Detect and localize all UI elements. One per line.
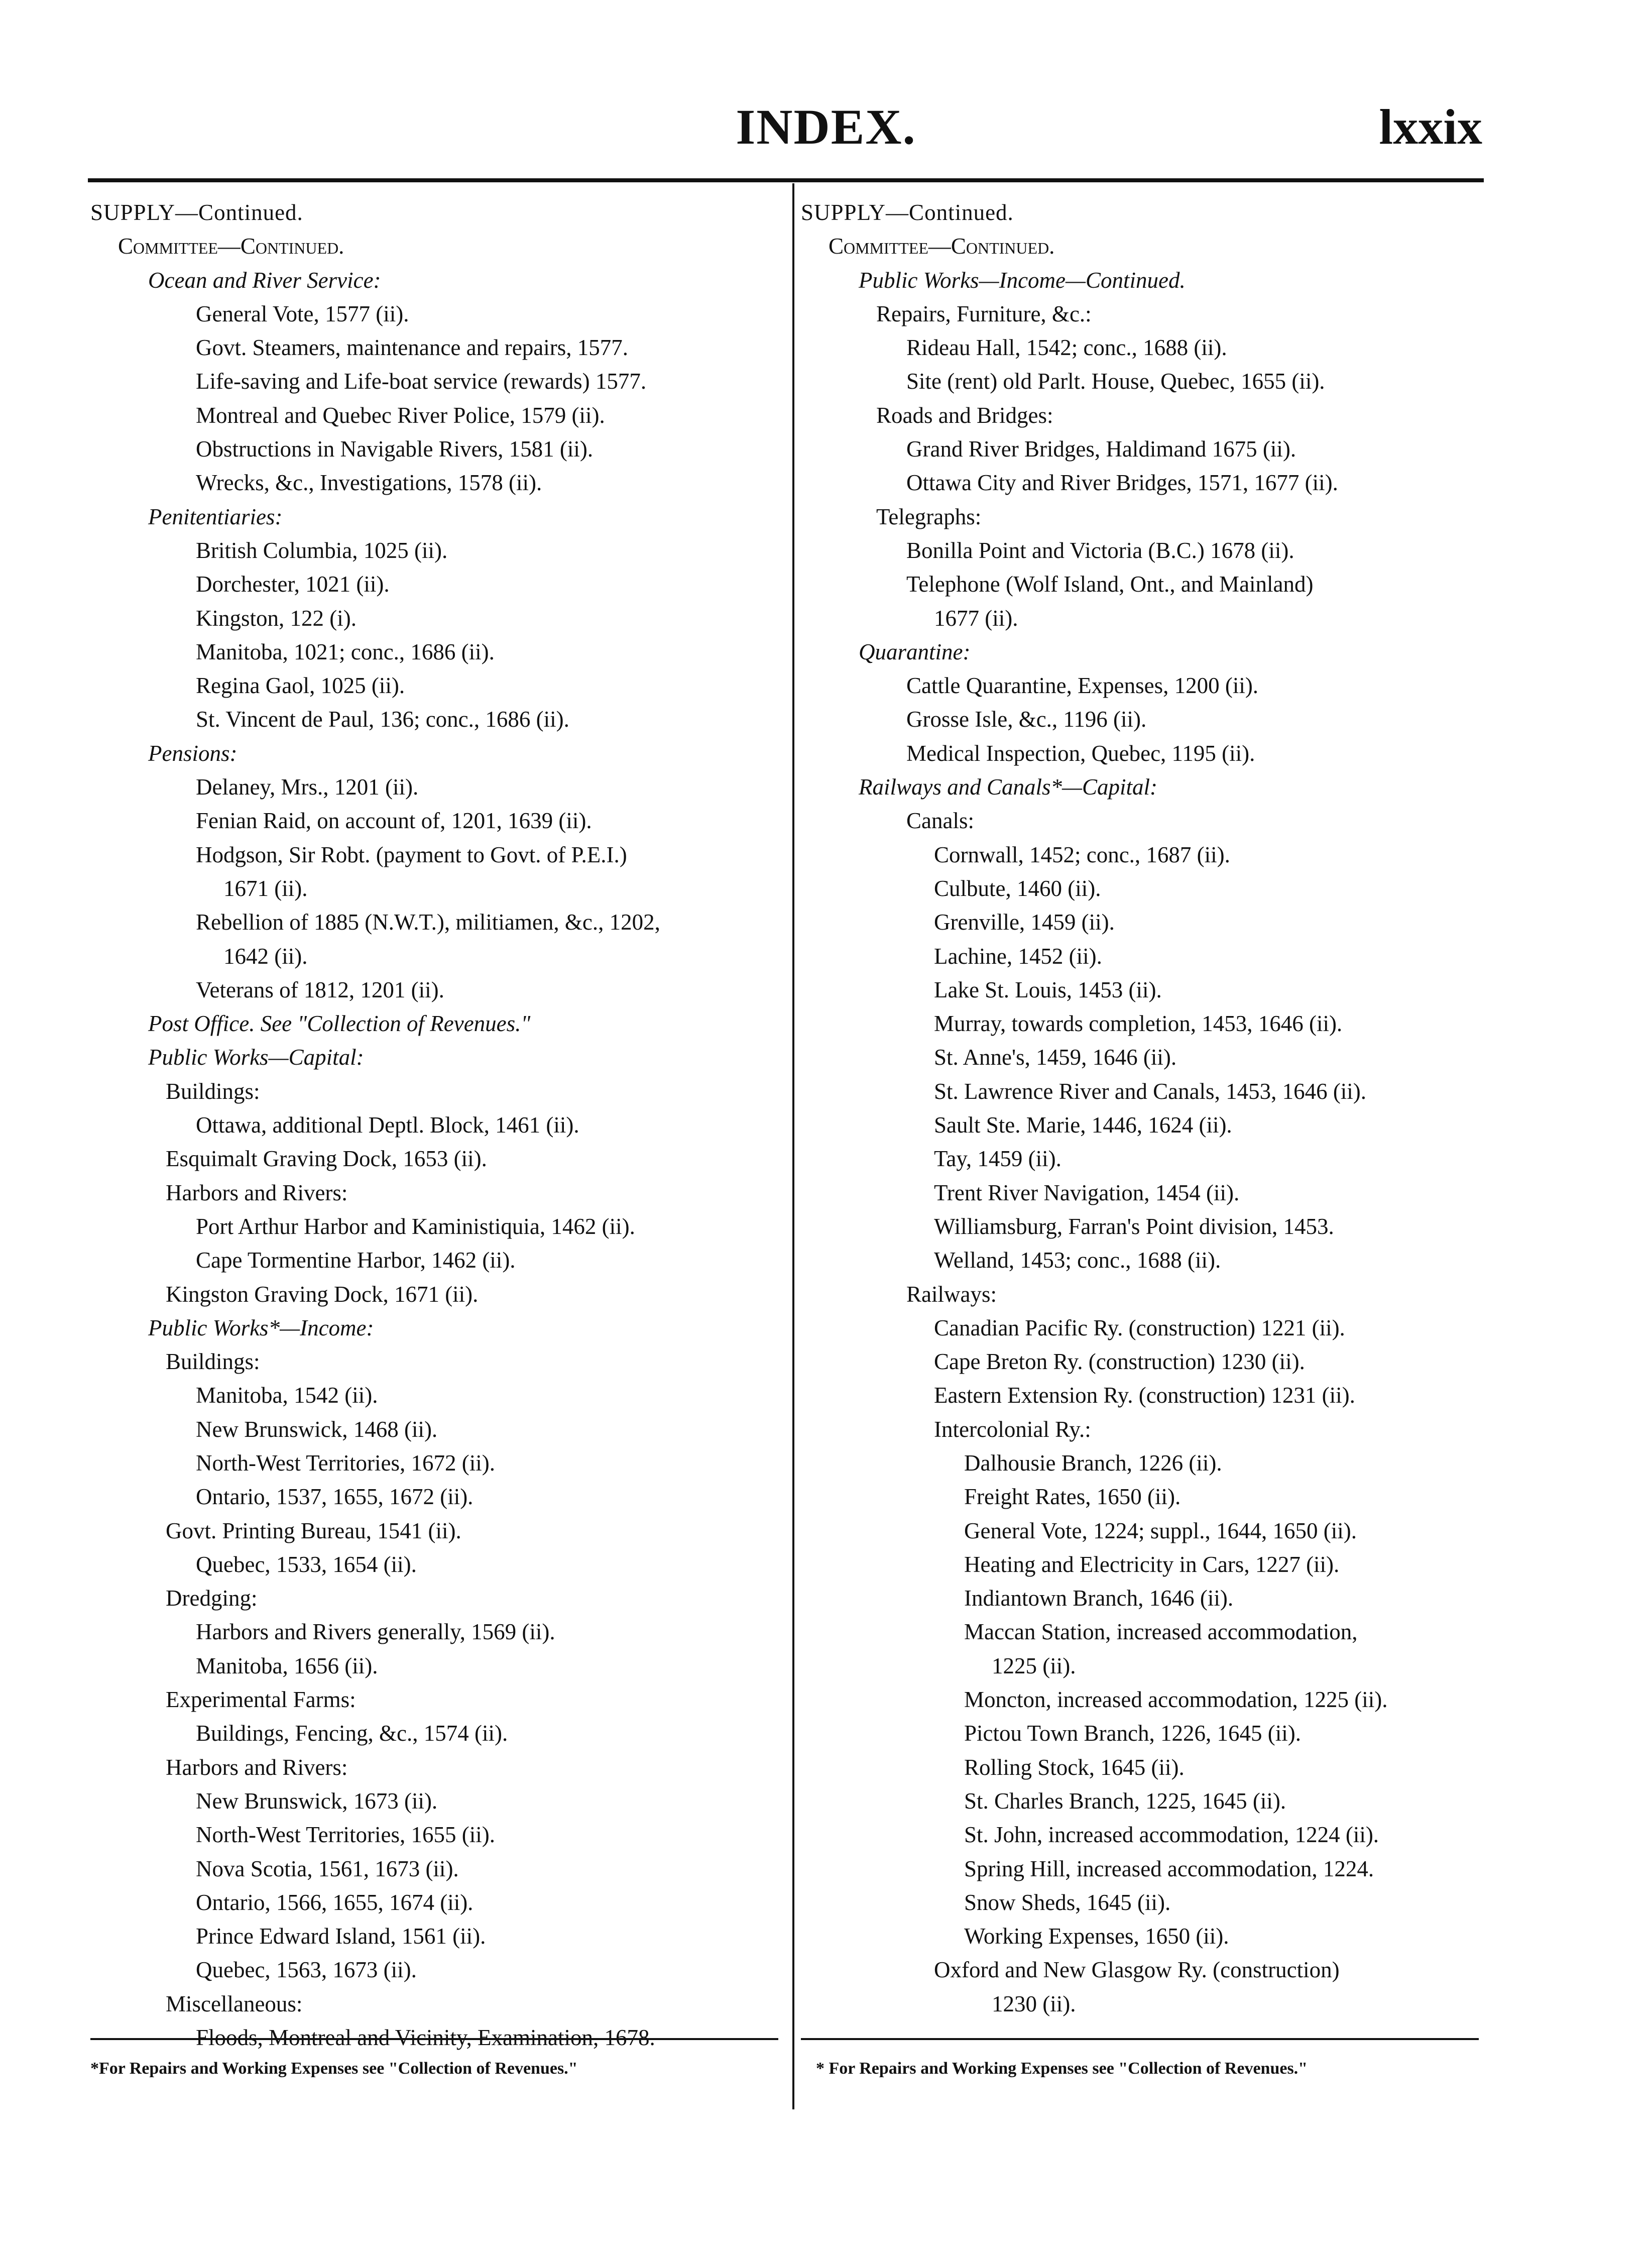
index-entry: Dredging: [166, 1586, 258, 1611]
index-entry: Obstructions in Navigable Rivers, 1581 (ii). [196, 436, 594, 462]
index-entry: Buildings, Fencing, &c., 1574 (ii). [196, 1721, 508, 1746]
index-entry: Rolling Stock, 1645 (ii). [964, 1754, 1185, 1780]
index-entry: Murray, towards completion, 1453, 1646 (ii). [934, 1011, 1343, 1037]
index-entry: 1671 (ii). [223, 875, 308, 901]
index-entry: Medical Inspection, Quebec, 1195 (ii). [906, 740, 1255, 766]
index-entry: Tay, 1459 (ii). [934, 1146, 1061, 1172]
index-entry: St. Vincent de Paul, 136; conc., 1686 (ii). [196, 707, 569, 732]
index-entry: Ottawa City and River Bridges, 1571, 1677 (ii). [906, 470, 1338, 496]
index-entry: Telegraphs: [876, 504, 982, 529]
index-entry: Ocean and River Service: [148, 267, 381, 293]
index-entry: Experimental Farms: [166, 1687, 356, 1713]
page-title: INDEX. [736, 99, 916, 155]
index-entry: Prince Edward Island, 1561 (ii). [196, 1924, 486, 1949]
index-entry: Montreal and Quebec River Police, 1579 (ii). [196, 402, 605, 428]
index-entry: Port Arthur Harbor and Kaministiquia, 1462 (ii). [196, 1213, 635, 1239]
index-entry: Snow Sheds, 1645 (ii). [964, 1889, 1171, 1915]
index-entry: Public Works—Capital: [148, 1045, 364, 1070]
index-entry: Working Expenses, 1650 (ii). [964, 1924, 1229, 1949]
header-rule [88, 178, 1484, 182]
index-entry: Railways: [906, 1281, 997, 1307]
index-entry: Railways and Canals*—Capital: [859, 774, 1158, 800]
index-entry: Nova Scotia, 1561, 1673 (ii). [196, 1856, 459, 1881]
index-entry: Miscellaneous: [166, 1991, 303, 2016]
index-entry: Cape Tormentine Harbor, 1462 (ii). [196, 1248, 516, 1273]
index-entry: Williamsburg, Farran's Point division, 1453. [934, 1213, 1334, 1239]
index-entry: Pictou Town Branch, 1226, 1645 (ii). [964, 1721, 1301, 1746]
index-entry: Grand River Bridges, Haldimand 1675 (ii). [906, 436, 1296, 462]
index-entry: Trent River Navigation, 1454 (ii). [934, 1180, 1240, 1205]
index-entry: Regina Gaol, 1025 (ii). [196, 673, 405, 699]
index-entry: Kingston, 122 (i). [196, 605, 357, 631]
index-entry: SUPPLY—Continued. [801, 200, 1014, 225]
index-entry: Oxford and New Glasgow Ry. (construction) [934, 1957, 1340, 1983]
index-entry: Grosse Isle, &c., 1196 (ii). [906, 707, 1147, 732]
index-entry: Manitoba, 1542 (ii). [196, 1383, 378, 1408]
index-entry: Cape Breton Ry. (construction) 1230 (ii). [934, 1349, 1305, 1375]
index-entry: St. Anne's, 1459, 1646 (ii). [934, 1045, 1177, 1070]
index-entry: Manitoba, 1656 (ii). [196, 1653, 378, 1678]
index-entry: Harbors and Rivers generally, 1569 (ii). [196, 1619, 555, 1645]
index-entry: Rideau Hall, 1542; conc., 1688 (ii). [906, 335, 1227, 361]
index-entry: General Vote, 1577 (ii). [196, 301, 409, 326]
footnote-rule-left [90, 2038, 778, 2040]
index-entry: Culbute, 1460 (ii). [934, 875, 1101, 901]
index-entry: North-West Territories, 1672 (ii). [196, 1450, 496, 1476]
index-entry: Sault Ste. Marie, 1446, 1624 (ii). [934, 1112, 1232, 1138]
index-entry: Bonilla Point and Victoria (B.C.) 1678 (ii). [906, 537, 1294, 563]
index-entry: Heating and Electricity in Cars, 1227 (ii). [964, 1551, 1340, 1577]
footnote-rule-right [801, 2038, 1479, 2040]
index-entry: Quebec, 1533, 1654 (ii). [196, 1551, 417, 1577]
index-entry: Canadian Pacific Ry. (construction) 1221 (ii). [934, 1315, 1345, 1340]
index-entry: Eastern Extension Ry. (construction) 1231 (ii). [934, 1383, 1355, 1408]
index-entry: Moncton, increased accommodation, 1225 (ii). [964, 1687, 1388, 1713]
page-number: lxxix [1379, 99, 1482, 155]
index-entry: New Brunswick, 1468 (ii). [196, 1416, 438, 1442]
index-entry: Hodgson, Sir Robt. (payment to Govt. of P.E.I.) [196, 842, 627, 867]
index-entry: Lake St. Louis, 1453 (ii). [934, 977, 1162, 1002]
index-entry: Ontario, 1537, 1655, 1672 (ii). [196, 1484, 474, 1510]
index-entry: Public Works—Income—Continued. [859, 267, 1186, 293]
index-entry: Cornwall, 1452; conc., 1687 (ii). [934, 842, 1230, 867]
index-entry: Grenville, 1459 (ii). [934, 910, 1115, 935]
index-entry: General Vote, 1224; suppl., 1644, 1650 (ii). [964, 1518, 1357, 1543]
footnote-right: * For Repairs and Working Expenses see "Collection of Revenues." [816, 2059, 1308, 2078]
index-entry: Freight Rates, 1650 (ii). [964, 1484, 1181, 1510]
index-entry: Spring Hill, increased accommodation, 1224. [964, 1856, 1374, 1881]
index-entry: Indiantown Branch, 1646 (ii). [964, 1586, 1234, 1611]
index-entry: Quebec, 1563, 1673 (ii). [196, 1957, 417, 1983]
index-entry: Buildings: [166, 1349, 260, 1375]
index-entry: Quarantine: [859, 639, 971, 664]
index-entry: 1230 (ii). [992, 1991, 1076, 2016]
index-column-right [801, 196, 1504, 2021]
index-entry: Lachine, 1452 (ii). [934, 943, 1102, 969]
index-entry: Repairs, Furniture, &c.: [876, 301, 1092, 326]
index-entry: Floods, Montreal and Vicinity, Examination, 1678. [196, 2025, 655, 2051]
index-entry: Site (rent) old Parlt. House, Quebec, 1655 (ii). [906, 369, 1325, 394]
index-entry: Post Office. See "Collection of Revenues." [148, 1011, 531, 1037]
index-entry: Public Works*—Income: [148, 1315, 374, 1340]
index-entry: Roads and Bridges: [876, 402, 1053, 428]
index-entry: St. Lawrence River and Canals, 1453, 1646 (ii). [934, 1078, 1367, 1104]
index-entry: Esquimalt Graving Dock, 1653 (ii). [166, 1146, 487, 1172]
index-entry: 1225 (ii). [992, 1653, 1076, 1678]
index-entry: Committee—Continued. [829, 234, 1055, 259]
index-entry: 1642 (ii). [223, 943, 308, 969]
index-entry: Govt. Steamers, maintenance and repairs, 1577. [196, 335, 628, 361]
index-entry: Wrecks, &c., Investigations, 1578 (ii). [196, 470, 542, 496]
index-entry: St. Charles Branch, 1225, 1645 (ii). [964, 1788, 1286, 1814]
index-entry: Telephone (Wolf Island, Ont., and Mainland) [906, 572, 1314, 597]
index-entry: SUPPLY—Continued. [90, 200, 303, 225]
index-entry: Life-saving and Life-boat service (rewards) 1577. [196, 369, 647, 394]
index-entry: Dorchester, 1021 (ii). [196, 572, 390, 597]
index-entry: Govt. Printing Bureau, 1541 (ii). [166, 1518, 461, 1543]
index-entry: British Columbia, 1025 (ii). [196, 537, 448, 563]
index-entry: Rebellion of 1885 (N.W.T.), militiamen, &c., 1202, [196, 910, 660, 935]
index-entry: Buildings: [166, 1078, 260, 1104]
index-entry: Harbors and Rivers: [166, 1754, 348, 1780]
index-entry: Dalhousie Branch, 1226 (ii). [964, 1450, 1222, 1476]
footnote-left: *For Repairs and Working Expenses see "Collection of Revenues." [90, 2059, 578, 2078]
index-entry: Committee—Continued. [118, 234, 344, 259]
index-entry: Cattle Quarantine, Expenses, 1200 (ii). [906, 673, 1259, 699]
index-entry: Fenian Raid, on account of, 1201, 1639 (ii). [196, 808, 592, 834]
index-entry: Canals: [906, 808, 974, 834]
index-entry: Veterans of 1812, 1201 (ii). [196, 977, 444, 1002]
index-entry: 1677 (ii). [934, 605, 1018, 631]
index-entry: Harbors and Rivers: [166, 1180, 348, 1205]
index-entry: North-West Territories, 1655 (ii). [196, 1822, 496, 1848]
index-entry: Delaney, Mrs., 1201 (ii). [196, 774, 419, 800]
index-entry: St. John, increased accommodation, 1224 (ii). [964, 1822, 1379, 1848]
index-entry: Welland, 1453; conc., 1688 (ii). [934, 1248, 1221, 1273]
index-entry: Ottawa, additional Deptl. Block, 1461 (ii). [196, 1112, 579, 1138]
index-entry: Maccan Station, increased accommodation, [964, 1619, 1358, 1645]
index-entry: Intercolonial Ry.: [934, 1416, 1091, 1442]
index-entry: Pensions: [148, 740, 238, 766]
index-entry: Kingston Graving Dock, 1671 (ii). [166, 1281, 479, 1307]
index-entry: Manitoba, 1021; conc., 1686 (ii). [196, 639, 495, 664]
index-entry: Ontario, 1566, 1655, 1674 (ii). [196, 1889, 474, 1915]
index-column-left [90, 196, 793, 2055]
index-entry: Penitentiaries: [148, 504, 283, 529]
index-entry: New Brunswick, 1673 (ii). [196, 1788, 438, 1814]
